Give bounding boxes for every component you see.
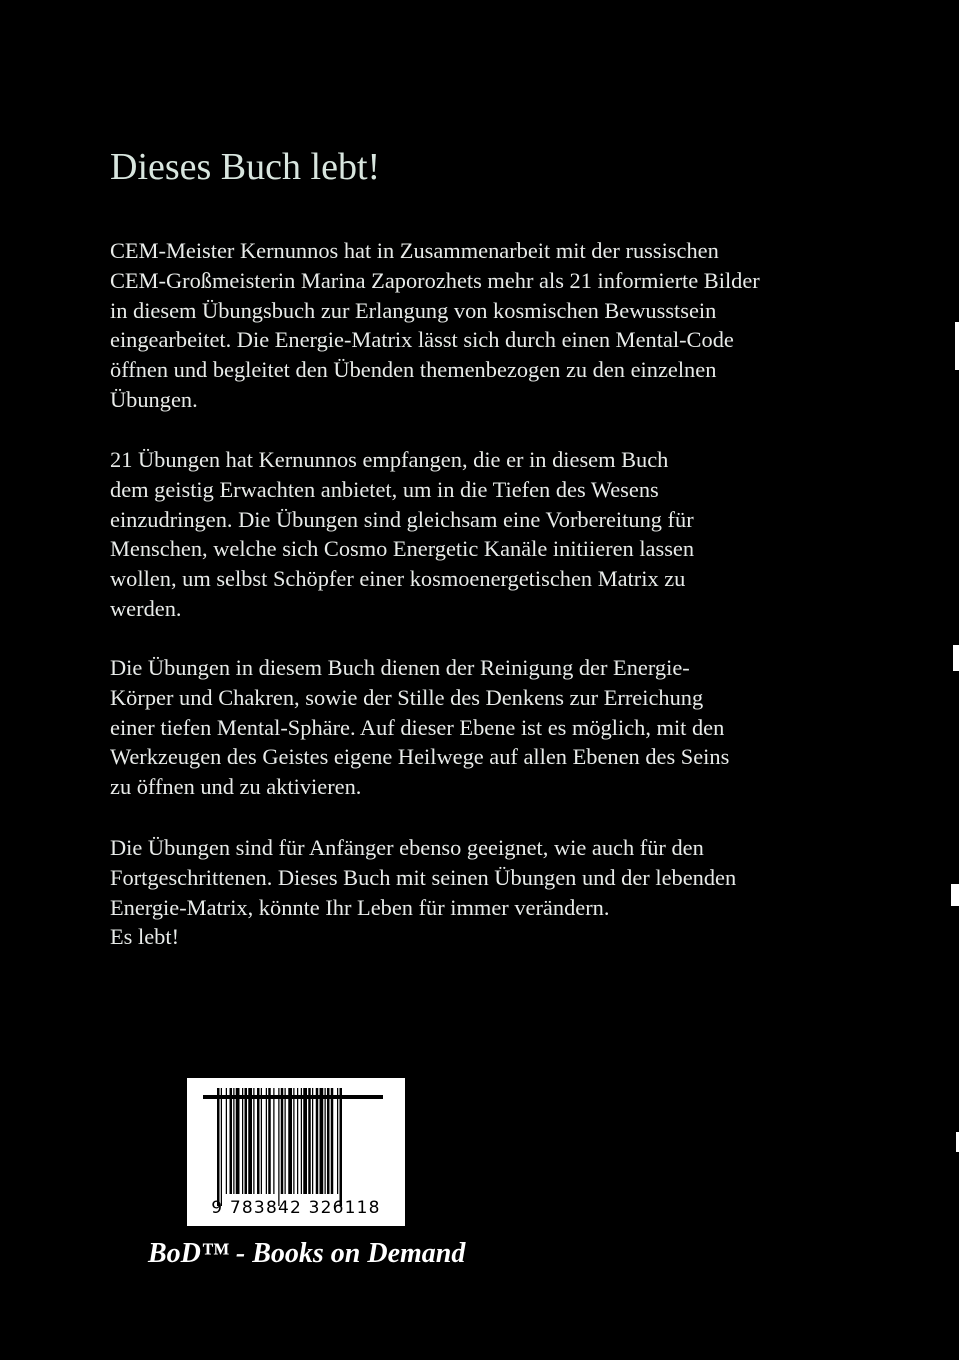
text-line: eingearbeitet. Die Energie-Matrix lässt sich durch einen Mental-Code — [110, 327, 734, 353]
text-line: werden. — [110, 595, 182, 621]
text-line: wollen, um selbst Schöpfer einer kosmoenergetischen Matrix zu — [110, 566, 686, 592]
publisher-name: BoD™ - Books on Demand — [148, 1238, 466, 1269]
text-line: zu öffnen und zu aktivieren. — [110, 774, 362, 800]
text-line: CEM-Meister Kernunnos hat in Zusammenarbeit mit der russischen — [110, 238, 719, 263]
cover-headline: Dieses Buch lebt! — [110, 146, 381, 188]
blurb-paragraph-4 — [110, 833, 736, 952]
blurb-paragraph-1 — [110, 236, 760, 415]
text-line: einzudringen. Die Übungen sind gleichsam eine Vorbereitung für — [110, 506, 694, 532]
isbn-number: 9 783842 326118 — [211, 1198, 381, 1218]
text-line: Die Übungen in diesem Buch dienen der Reinigung der Energie- — [110, 655, 690, 680]
edge-trim-mark — [955, 322, 959, 370]
text-line: Die Übungen sind für Anfänger ebenso geeignet, wie auch für den — [110, 835, 704, 860]
text-line: einer tiefen Mental-Sphäre. Auf dieser Ebene ist es möglich, mit den — [110, 714, 725, 740]
text-line: CEM-Großmeisterin Marina Zaporozhets mehr als 21 informierte Bilder — [110, 267, 760, 293]
text-line: Fortgeschrittenen. Dieses Buch mit seinen Übungen und der lebenden — [110, 864, 737, 890]
edge-trim-mark — [951, 884, 959, 906]
text-line: Es lebt! — [110, 924, 180, 950]
text-line: 21 Übungen hat Kernunnos empfangen, die er in diesem Buch — [110, 447, 669, 472]
text-line: Körper und Chakren, sowie der Stille des Denkens zur Erreichung — [110, 684, 704, 710]
edge-trim-mark — [953, 645, 959, 671]
text-line: Menschen, welche sich Cosmo Energetic Kanäle initiieren lassen — [110, 536, 695, 562]
text-line: in diesem Übungsbuch zur Erlangung von kosmischen Bewusstsein — [110, 297, 717, 323]
text-line: öffnen und begleitet den Übenden themenbezogen zu den einzelnen — [110, 357, 717, 383]
text-line: dem geistig Erwachten anbietet, um in die Tiefen des Wesens — [110, 476, 659, 502]
blurb-paragraph-3 — [110, 653, 729, 802]
text-line: Energie-Matrix, könnte Ihr Leben für immer verändern. — [110, 894, 610, 920]
text-line: Übungen. — [110, 386, 198, 412]
text-line: Werkzeugen des Geistes eigene Heilwege auf allen Ebenen des Seins — [110, 744, 730, 770]
isbn-barcode — [187, 1078, 405, 1226]
blurb-paragraph-2 — [110, 445, 694, 624]
